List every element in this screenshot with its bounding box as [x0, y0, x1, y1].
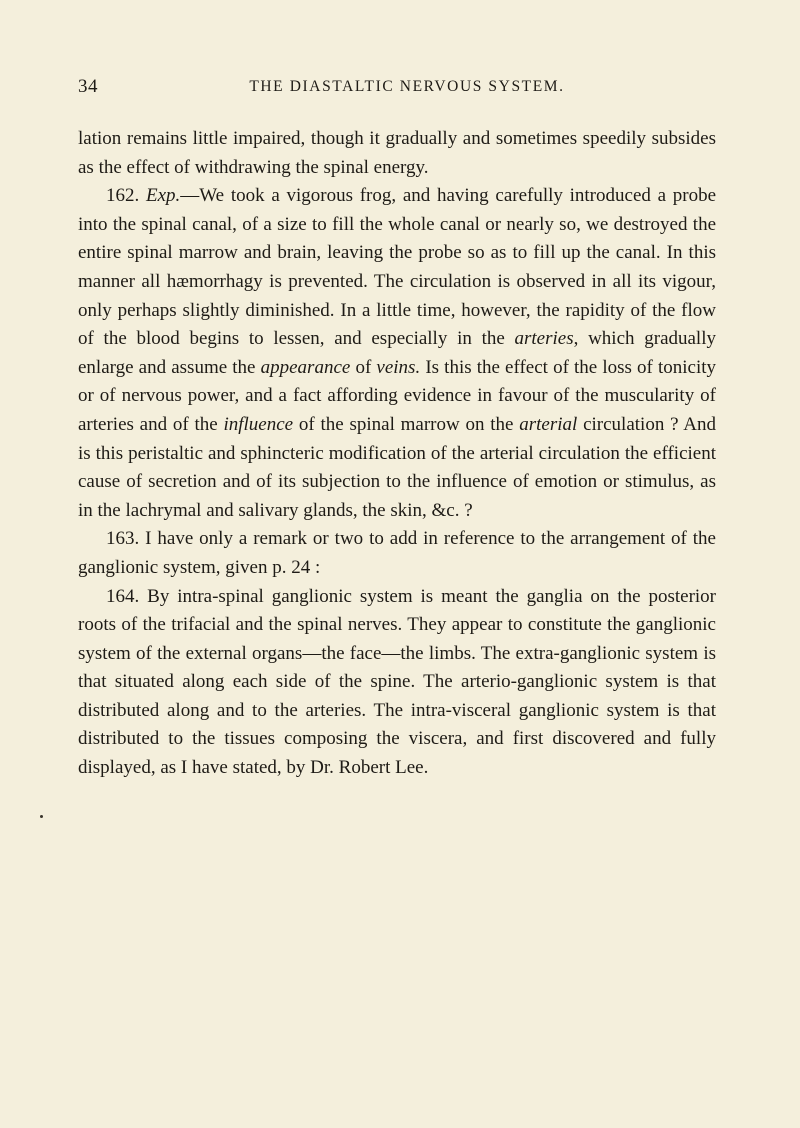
paragraph-164: 164. By intra-spinal ganglionic system is meant the ganglia on the posterior roots of the trifacial and the spinal nerves. They appear to constitute the ganglionic system of the external organs—the face—the limbs. The extra-ganglionic system is that situated along each side of the spine. The arterio-ganglionic system is that distributed along and to the arteries. The intra-visceral ganglionic system is that distributed to the tissues composing the viscera, and first discovered and fully displayed, as I have stated, by Dr. Robert Lee.: [78, 585, 716, 779]
text-run: of: [350, 356, 377, 378]
text-run: , which gradually enlarge and assume the: [78, 328, 716, 378]
paragraph-162: [78, 182, 716, 525]
page-number: 34: [78, 76, 98, 97]
paragraph-163: 163. I have only a remark or two to add in reference to the arrangement of the ganglionic system, given p. 24 :: [78, 528, 716, 578]
paragraph-continuation: lation remains little impaired, though it gradually and sometimes speedily subsides as the effect of withdrawing the spinal energy.: [78, 128, 716, 178]
running-title: THE DIASTALTIC NERVOUS SYSTEM.: [249, 78, 565, 95]
text-run: Is this the effect of the loss of tonicity or of nervous power, and a fact affording evidence in favour of the muscularity of arteries and of the: [78, 356, 717, 435]
italic-text: arterial: [519, 413, 578, 435]
italic-text: influence: [223, 413, 294, 435]
text-run: of the spinal marrow on the: [293, 413, 520, 435]
italic-text: appearance: [260, 356, 351, 378]
italic-text: veins.: [376, 356, 421, 378]
italic-text: Exp.: [145, 185, 181, 207]
running-head: [78, 76, 716, 102]
paragraph-number: 162.: [106, 185, 146, 207]
text-run: —We took a vigorous frog, and having carefully introduced a probe into the spinal canal, of a size to fill the whole canal or nearly so, we destroyed the entire spinal marrow and brain, leaving the probe so as to fill up the canal. In this manner all hæmorrhagy is prevented. The circulation is observed in all its vigour, only perhaps slightly diminished. In a little time, however, the rapidity of the flow of the blood begins to lessen, and especially in the: [78, 185, 717, 350]
body-text: [78, 125, 716, 783]
text-run: circulation ? And is this peristaltic and sphincteric modification of the arterial circulation the efficient cause of secretion and of its subjection to the influence of emotion or stimulus, as in the lachrymal and salivary glands, the skin, &c. ?: [78, 413, 716, 521]
italic-text: arteries: [514, 328, 574, 350]
margin-mark: [40, 815, 43, 818]
